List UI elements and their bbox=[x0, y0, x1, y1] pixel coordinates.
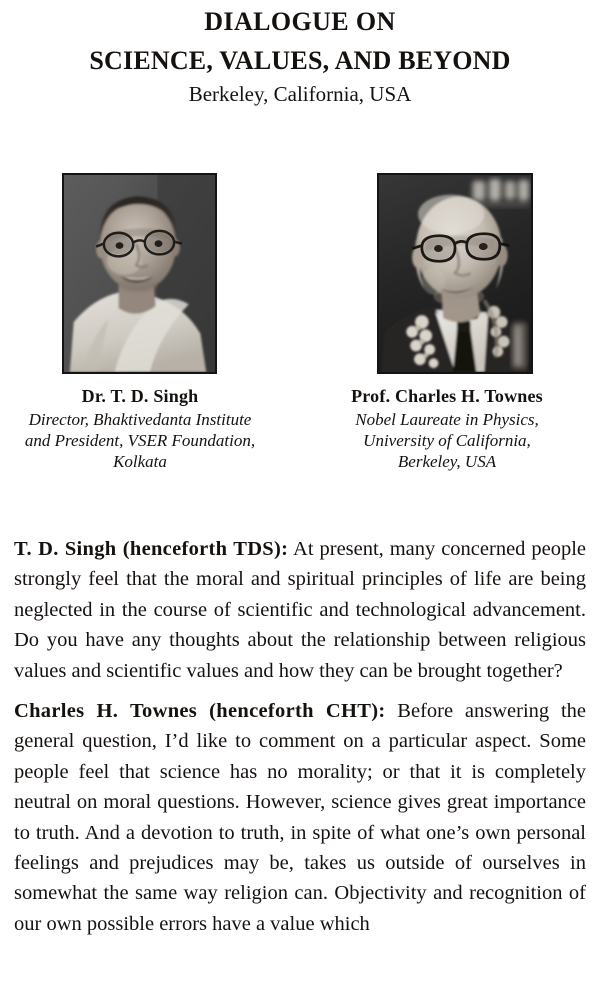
caption-charles-townes bbox=[308, 385, 586, 472]
page-title bbox=[0, 6, 600, 108]
portrait-charles-townes bbox=[377, 173, 533, 374]
caption-role-line: University of California, bbox=[363, 431, 531, 450]
caption-role-line: Nobel Laureate in Physics, bbox=[355, 410, 539, 429]
caption-role-line: Director, Bhaktivedanta Institute bbox=[28, 410, 252, 429]
title-line-2: SCIENCE, VALUES, AND BEYOND bbox=[89, 46, 511, 75]
title-line-1: DIALOGUE ON bbox=[204, 7, 396, 36]
caption-role-charles-townes bbox=[308, 409, 586, 472]
title-subtitle-location: Berkeley, California, USA bbox=[188, 82, 412, 106]
portrait-charles-townes-svg bbox=[379, 175, 531, 372]
portrait-charles-townes-image bbox=[379, 175, 531, 372]
dialogue-text-tds: At present, many concerned people strongly feel that the moral and spiritual principles of life are being neglected in the course of scientific and technological advancement. Do you have any thoughts about the relationship between religious values and scientific values and how they can be brought together? bbox=[14, 538, 587, 682]
portrait-td-singh-svg bbox=[64, 175, 215, 372]
caption-role-line: Berkeley, USA bbox=[397, 452, 497, 471]
speaker-label-cht: Charles H. Townes (henceforth CHT): bbox=[14, 700, 386, 723]
caption-name-charles-townes: Prof. Charles H. Townes bbox=[351, 386, 543, 406]
dialogue-body bbox=[14, 534, 586, 939]
dialogue-text-cht: Before answering the general question, I’d like to comment on a particular aspect. Some people feel that science has no morality; or that it is completely neutral on moral questions. However, science gives great importance to truth. And a devotion to truth, in spite of what one’s own personal feelings and prejudices may be, takes us outside of ourselves in somewhat the same way religion can. Objectivity and recognition of our own possible errors have a value which bbox=[14, 700, 586, 935]
caption-name-td-singh: Dr. T. D. Singh bbox=[81, 386, 199, 406]
portrait-td-singh-image bbox=[64, 175, 215, 372]
portrait-td-singh bbox=[62, 173, 217, 374]
dialogue-paragraph-cht bbox=[14, 696, 586, 939]
caption-role-line: Kolkata bbox=[113, 452, 167, 471]
caption-role-line: and President, VSER Foundation, bbox=[24, 431, 256, 450]
caption-role-td-singh bbox=[14, 409, 266, 472]
speaker-label-tds: T. D. Singh (henceforth TDS): bbox=[14, 538, 289, 560]
dialogue-paragraph-tds bbox=[14, 534, 586, 686]
caption-td-singh bbox=[14, 385, 266, 472]
